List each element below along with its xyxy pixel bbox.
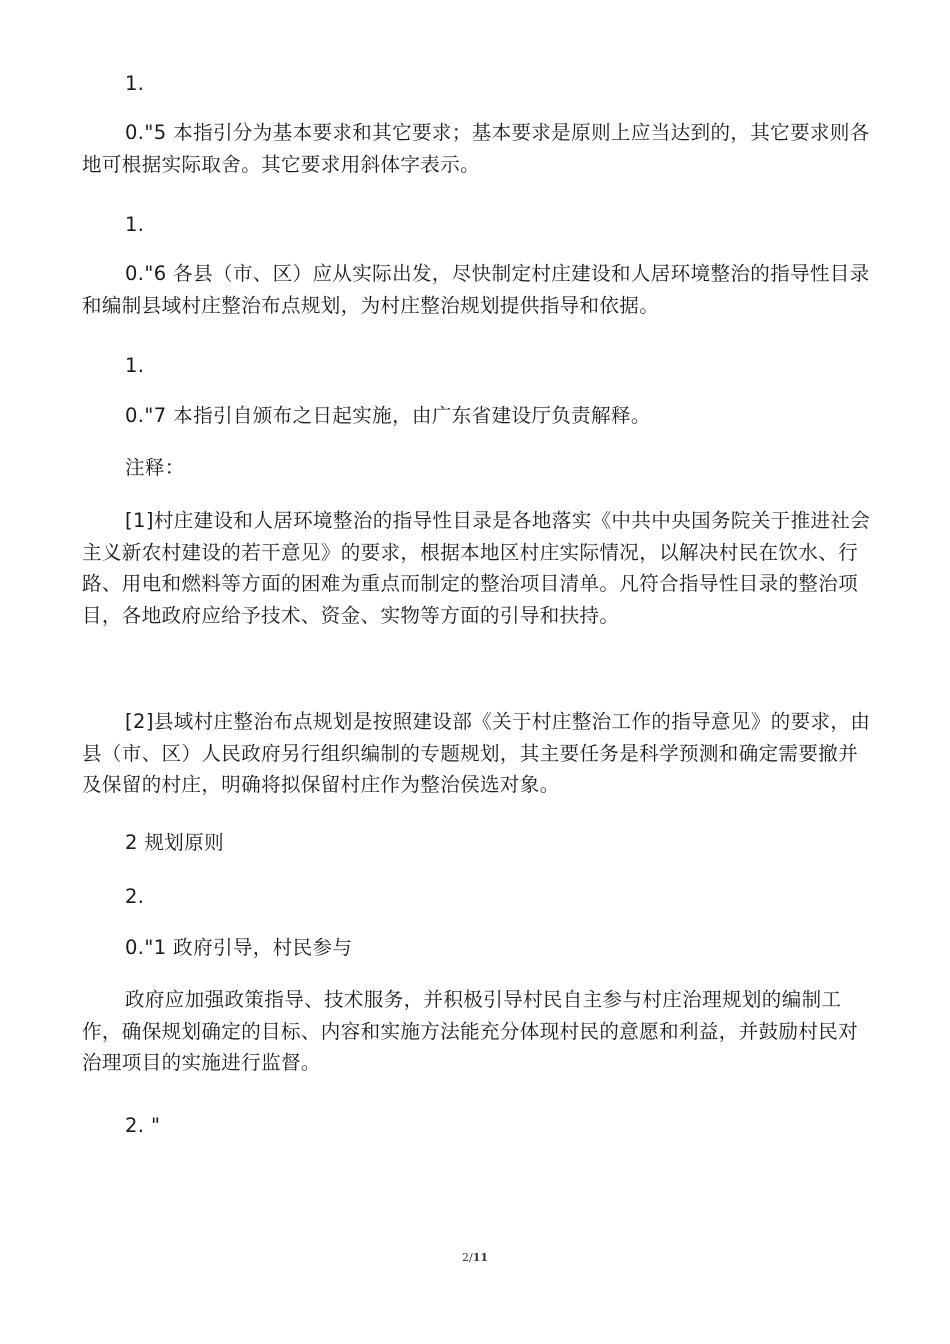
paragraph-section-number: 1. <box>125 213 145 236</box>
paragraph-section-number: 2. <box>125 885 145 908</box>
paragraph-section-number: 1. <box>125 72 145 95</box>
section-heading-planning-principles: 2 规划原则 <box>125 831 225 854</box>
paragraph-clause-1-0-7: 0."7 本指引自颁布之日起实施，由广东省建设厅负责解释。 <box>125 404 651 427</box>
paragraph-section-number: 2. " <box>125 1114 161 1137</box>
note-2: [2]县域村庄整治布点规划是按照建设部《关于村庄整治工作的指导意见》的要求，由县（市、区）人民政府另行组织编制的专题规划，其主要任务是科学预测和确定需要撤并及保留的村庄，明确将拟保留村庄作为整治侯选对象。 <box>82 710 871 796</box>
page-number <box>0 1251 950 1264</box>
paragraph-clause-1-0-6: 0."6 各县（市、区）应从实际出发，尽快制定村庄建设和人居环境整治的指导性目录和编制县域村庄整治布点规划，为村庄整治规划提供指导和依据。 <box>82 262 870 317</box>
paragraph-clause-1-0-5: 0."5 本指引分为基本要求和其它要求；基本要求是原则上应当达到的，其它要求则各地可根据实际取舍。其它要求用斜体字表示。 <box>82 121 870 176</box>
paragraph-government-guidance: 政府应加强政策指导、技术服务，并积极引导村民自主参与村庄治理规划的编制工作，确保规划确定的目标、内容和实施方法能充分体现村民的意愿和利益，并鼓励村民对治理项目的实施进行监督。 <box>82 988 859 1074</box>
page-total: 11 <box>472 1251 489 1264</box>
page-current: 2/ <box>461 1251 473 1264</box>
paragraph-clause-2-0-1: 0."1 政府引导，村民参与 <box>125 936 353 959</box>
note-1: [1]村庄建设和人居环境整治的指导性目录是各地落实《中共中央国务院关于推进社会主义新农村建设的若干意见》的要求，根据本地区村庄实际情况，以解决村民在饮水、行路、用电和燃料等方面的困难为重点而制定的整治项目清单。凡符合指导性目录的整治项目，各地政府应给予技术、资金、实物等方面的引导和扶持。 <box>82 509 871 627</box>
paragraph-section-number: 1. <box>125 354 145 377</box>
notes-heading: 注释： <box>125 456 185 479</box>
